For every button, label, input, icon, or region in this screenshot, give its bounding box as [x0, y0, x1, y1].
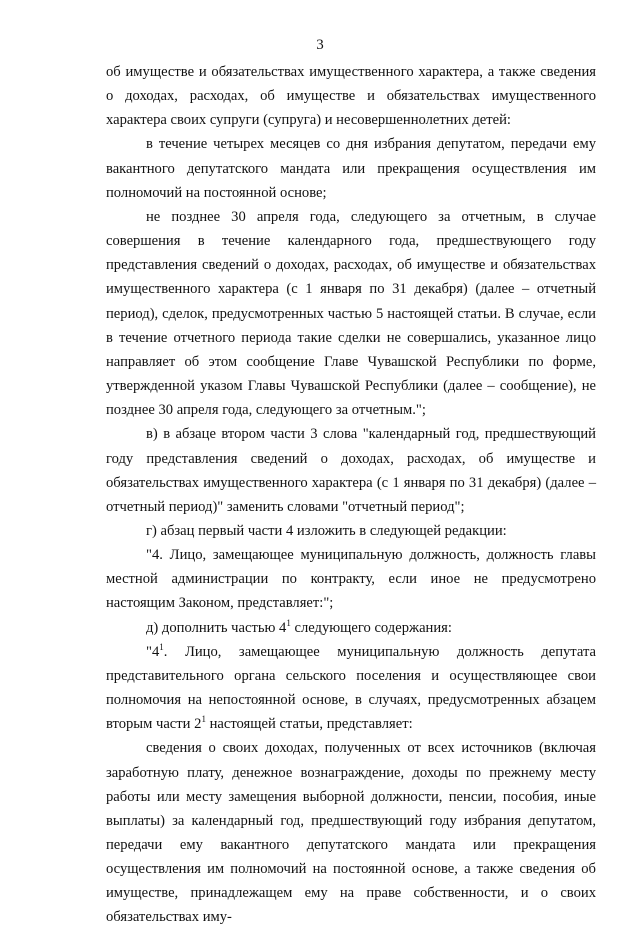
paragraph-8-superscript-2: 1	[201, 714, 206, 725]
paragraph-9: сведения о своих доходах, полученных от всех источников (включая заработную плату, денежное вознаграждение, доходы по прежнему месту работы или месту замещения выборной должности, пенсии, пособия, иные выплаты) за календарный год, предшествующий году избрания депутатом, передачи ему вакантного депутатского мандата или прекращения осуществления им полномочий на постоянной основе, а также сведения об имуществе, принадлежащем ему на праве собственности, и о своих обязательствах иму-	[106, 740, 596, 926]
paragraph-8-open: "4	[146, 643, 160, 660]
page-number: 3	[316, 37, 324, 53]
paragraph-8-superscript-1: 1	[159, 641, 164, 652]
paragraph-2: в течение четырех месяцев со дня избрания депутатом, передачи ему вакантного депутатского мандата или прекращения осуществления им полномочий на постоянной основе;	[106, 136, 596, 201]
paragraph-6: "4. Лицо, замещающее муниципальную должность, должность главы местной администрации по контракту, если иное не предусмотрено настоящим Законом, представляет:";	[106, 547, 596, 612]
paragraph-8	[106, 640, 596, 737]
paragraph-4: в) в абзаце втором части 3 слова "календарный год, предшествующий году представления сведений о доходах, расходах, об имуществе и обязательствах имущественного характера (с 1 января по 31 декабря) (далее – отчетный период)" заменить словами "отчетный период";	[106, 426, 596, 515]
paragraph-7-superscript: 1	[286, 617, 291, 628]
paragraph-8-text-end: настоящей статьи, представляет:	[205, 716, 413, 733]
paragraph-1: об имуществе и обязательствах имущественного характера, а также сведения о доходах, расходах, об имуществе и обязательствах имущественного характера своих супруги (супруга) и несовершеннолетних детей:	[106, 64, 596, 129]
document-body	[106, 60, 596, 930]
paragraph-8-text: . Лицо, замещающее муниципальную должность депутата представительного органа сельского поселения и осуществляющее свои полномочия на непостоянной основе, в случаях, предусмотренных абзацем вторым части 2	[106, 643, 596, 733]
paragraph-5: г) абзац первый части 4 изложить в следующей редакции:	[146, 522, 507, 539]
paragraph-7-text-end: следующего содержания:	[290, 619, 452, 636]
paragraph-3: не позднее 30 апреля года, следующего за отчетным, в случае совершения в течение календарного года, предшествующего году представления сведений о доходах, расходах, об имуществе и обязательствах имущественного характера (с 1 января по 31 декабря) (далее – отчетный период), сделок, предусмотренных частью 5 настоящей статьи. В случае, если в течение отчетного периода такие сделки не совершались, указанное лицо направляет об этом сообщение Главе Чувашской Республики по форме, утвержденной указом Главы Чувашской Республики (далее – сообщение), не позднее 30 апреля года, следующего за отчетным.";	[106, 208, 596, 419]
paragraph-7-text: д) дополнить частью 4	[146, 619, 287, 636]
paragraph-7	[106, 616, 596, 640]
